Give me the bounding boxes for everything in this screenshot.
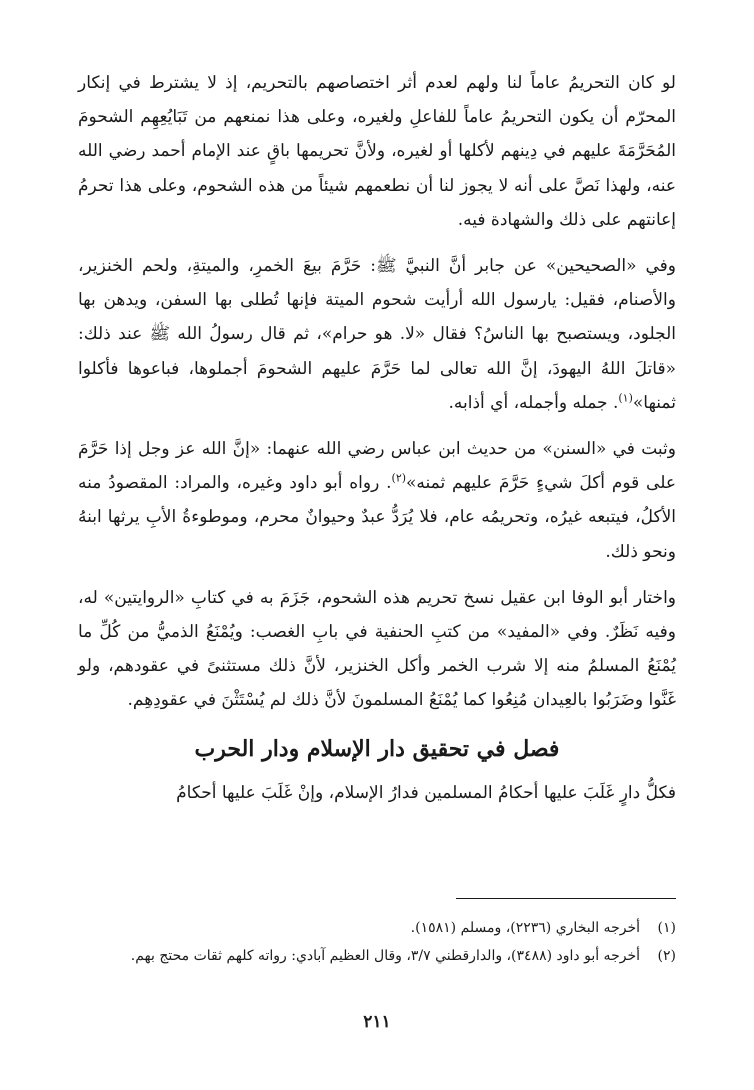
paragraph-2 — [78, 249, 676, 420]
footnote-1-number: (١) — [657, 920, 676, 936]
section-heading: فصل في تحقيق دار الإسلام ودار الحرب — [194, 735, 560, 762]
page-number: ٢١١ — [363, 1012, 391, 1032]
closing-paragraph: فكلُّ دارٍ غَلَبَ عليها أحكامُ المسلمين فدارُ الإسلام، وإنْ غَلَبَ عليها أحكامُ — [176, 782, 676, 803]
footnotes — [78, 914, 676, 970]
footnote-1-text: أخرجه البخاري (٢٢٣٦)، ومسلم (١٥٨١). — [410, 920, 640, 936]
paragraph-3-text: وثبت في «السنن» من حديث ابن عباس رضي الله عنهما: «إنَّ الله عز وجل إذا حَرَّمَ على قوم أكلَ شيءٍ حَرَّمَ عليهم ثمنه» — [78, 439, 676, 494]
paragraph-2-text: وفي «الصحيحين» عن جابر أنَّ النبيَّ ﷺ: حَرَّمَ بيعَ الخمرِ، والميتةِ، ولحم الخنزير، والأصنام، فقيل: يارسول الله أرأيت شحوم الميتة فإنها تُطلى بها السفن، ويدهن بها الجلود، ويستصبح بها الناسُ؟ فقال «لا. هو حرام»، ثم قال رسولُ الله ﷺ عند ذلك: «قاتلَ اللهُ اليهودَ، إنَّ الله تعالى لما حَرَّمَ عليهم الشحومَ أجملوها، فباعوها فأكلوا ثمنها» — [78, 256, 676, 413]
footnote-divider — [456, 898, 676, 899]
footnote-2-text: أخرجه أبو داود (٣٤٨٨)، والدارقطني ٣/٧، وقال العظيم آبادي: رواته كلهم ثقات محتج بهم. — [130, 948, 640, 964]
footnote-ref-1: (١) — [618, 391, 633, 405]
footnote-2-number: (٢) — [657, 948, 676, 964]
main-text — [78, 66, 676, 822]
paragraph-2-tail: . جمله وأجمله، أي أذابه. — [448, 392, 619, 413]
footnote-1 — [78, 914, 676, 942]
footnote-2 — [78, 942, 676, 970]
paragraph-3-tail: . رواه أبو داود وغيره، والمراد: المقصودُ منه الأكلُ، فيتبعه غيرُه، وتحريمُه عام، فلا يُرَدُّ عبدٌ وحيوانٌ محرم، وموطوءةُ الأبِ يرثها ابنهُ ونحو ذلك. — [78, 473, 676, 562]
paragraph-1: لو كان التحريمُ عاماً لنا ولهم لعدم أثر اختصاصهم بالتحريم، إذ لا يشترط في إنكار المحرّم أن يكون التحريمُ عاماً للفاعلِ ولغيره، وعلى هذا نمنعهم من تَبَايُعِهِم الشحومَ المُحَرَّمَةَ عليهم في دِينهم لأكلها أو لغيره، ولأنَّ تحريمها باقٍ عند الإمام أحمد رضي الله عنه، ولهذا نَصَّ على أنه لا يجوز لنا أن نطعمهم شيئاً من هذه الشحوم، وعلى هذا تحرمُ إعانتهم على ذلك والشهادة فيه. — [78, 73, 676, 230]
footnote-ref-2: (٢) — [391, 471, 407, 485]
paragraph-3 — [78, 432, 676, 569]
paragraph-4: واختار أبو الوفا ابن عقيل نسخ تحريم هذه الشحوم، جَزَمَ به في كتابِ «الروايتين» له، وفيه نَظَرٌ. وفي «المفيد» من كتبِ الحنفية في بابِ الغصب: ويُمْنَعُ الذميُّ من كُلِّ ما يُمْنَعُ المسلمُ منه إلا شرب الخمر وأكل الخنزير، لأنَّ ذلك مستثنىً في عقودهم، ولو غَنَّوا وضَرَبُوا بالعِيدان مُنِعُوا كما يُمْنَعُ المسلمونَ لأنَّ ذلك لم يُسْتَثْنَ في عقودِهِم. — [78, 587, 676, 711]
